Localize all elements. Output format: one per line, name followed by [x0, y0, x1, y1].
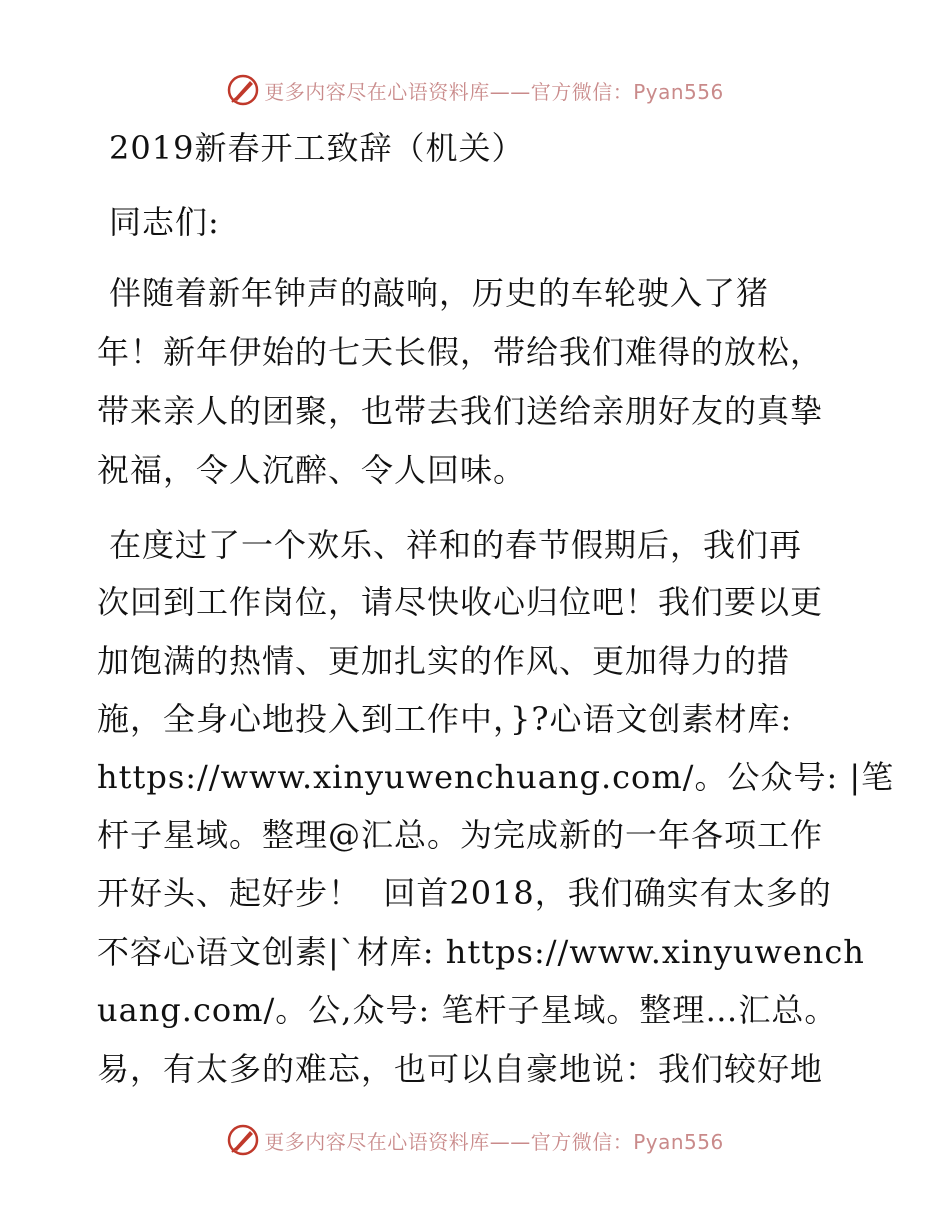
- paragraph-line: uang.com/。公,众号: 笔杆子星域。整理…汇总。: [97, 991, 838, 1029]
- footer-watermark-banner: [0, 1120, 950, 1160]
- paragraph-line: 开好头、起好步！ 回首2018，我们确实有太多的: [97, 874, 832, 912]
- header-watermark-banner: [0, 70, 950, 110]
- footer-watermark-text: 更多内容尽在心语资料库——官方微信：Pyan556: [264, 1129, 724, 1154]
- paragraph-line: 杆子星域。整理@汇总。为完成新的一年各项工作: [97, 816, 824, 854]
- paragraph-line: 加饱满的热情、更加扎实的作风、更加得力的措: [97, 642, 791, 680]
- paragraph-line: 在度过了一个欢乐、祥和的春节假期后，我们再: [109, 526, 803, 564]
- paragraph-line: 次回到工作岗位，请尽快收心归位吧！我们要以更: [97, 583, 824, 621]
- paragraph-line: 施，全身心地投入到工作中，}?心语文创素材库:: [97, 700, 793, 738]
- paragraph-line: 年！新年伊始的七天长假，带给我们难得的放松，: [97, 333, 824, 371]
- quill-logo-icon: [226, 1123, 260, 1157]
- header-watermark-text: 更多内容尽在心语资料库——官方微信：Pyan556: [264, 79, 724, 104]
- salutation: 同志们:: [109, 203, 220, 241]
- document-title: 2019新春开工致辞（机关）: [109, 129, 525, 167]
- paragraph-line: 伴随着新年钟声的敲响，历史的车轮驶入了猪: [109, 274, 770, 312]
- paragraph-line: 带来亲人的团聚，也带去我们送给亲朋好友的真挚: [97, 392, 824, 430]
- paragraph-line: https://www.xinyuwenchuang.com/。公众号: |笔: [97, 758, 895, 796]
- quill-logo-icon: [226, 73, 260, 107]
- paragraph-line: 祝福，令人沉醉、令人回味。: [97, 451, 527, 489]
- paragraph-line: 易，有太多的难忘，也可以自豪地说：我们较好地: [97, 1050, 824, 1088]
- paragraph-line: 不容心语文创素|`材库: https://www.xinyuwench: [97, 933, 865, 971]
